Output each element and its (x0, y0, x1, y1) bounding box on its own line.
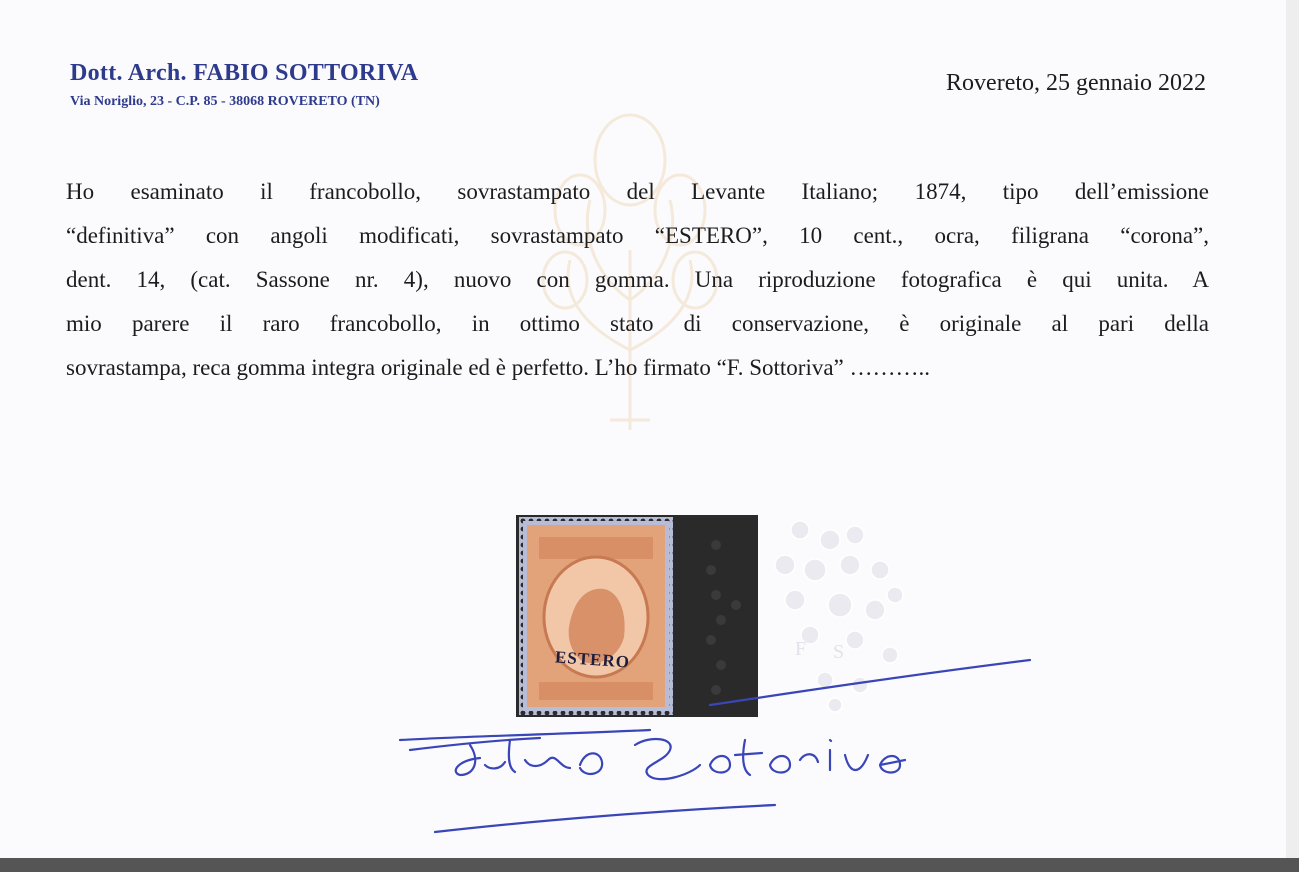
body-line: dent. 14, (cat. Sassone nr. 4), nuovo con gomma. Una riproduzione fotografica è qui unita. A (66, 267, 1209, 292)
issuer-name: Dott. Arch. FABIO SOTTORIVA (70, 60, 419, 86)
scan-border-right (1286, 0, 1299, 872)
emboss-letter-f: F (795, 638, 807, 660)
body-line: “definitiva” con angoli modificati, sovrastampato “ESTERO”, 10 cent., ocra, filigrana “corona”, (66, 223, 1209, 248)
body-line: sovrastampa, reca gomma integra originale ed è perfetto. L’ho firmato “F. Sottoriva” ……….. (66, 355, 931, 380)
certificate-body (66, 170, 1209, 390)
body-line: mio parere il raro francobollo, in ottimo stato di conservazione, è originale al pari della (66, 311, 1209, 336)
stamp-overprint: ESTERO (554, 647, 631, 672)
place-date: Rovereto, 25 gennaio 2022 (946, 70, 1206, 96)
emboss-letter-s: S (833, 641, 845, 663)
handwritten-signature (390, 650, 1050, 840)
body-line: Ho esaminato il francobollo, sovrastampato del Levante Italiano; 1874, tipo dell’emissione (66, 179, 1209, 204)
issuer-address: Via Noriglio, 23 - C.P. 85 - 38068 ROVERETO (TN) (70, 94, 380, 109)
scan-border-bottom (0, 858, 1299, 872)
